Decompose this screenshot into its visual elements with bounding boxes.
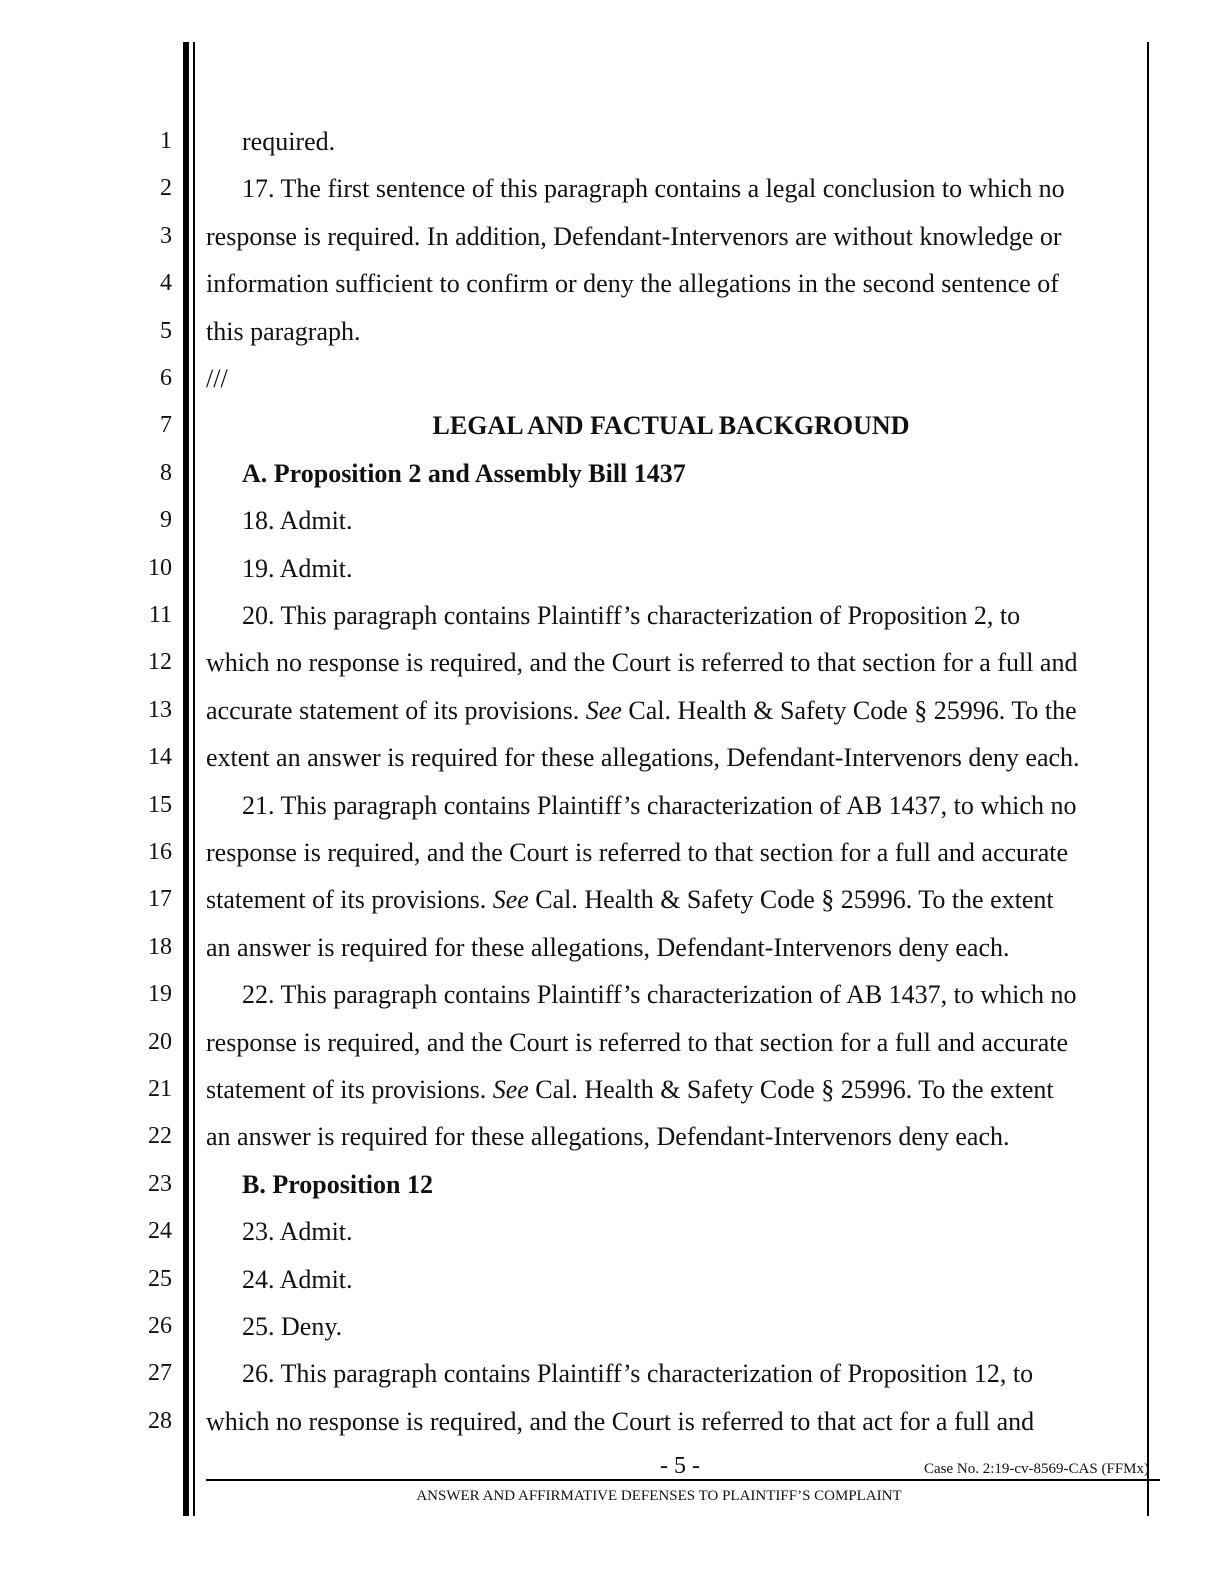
text-run: statement of its provisions.: [206, 1075, 493, 1104]
body-text: information sufficient to confirm or deny the allegations in the second sentence of: [206, 269, 1059, 299]
body-text: [206, 687, 1077, 734]
body-text: response is required, and the Court is referred to that section for a full and accurate: [206, 838, 1068, 867]
pleading-line: [0, 1398, 1224, 1445]
body-text: an answer is required for these allegations, Defendant-Intervenors deny each.: [206, 1122, 1010, 1152]
body-text: required.: [242, 127, 336, 156]
case-number: Case No. 2:19-cv-8569-CAS (FFMx): [924, 1461, 1149, 1477]
body-text: [206, 876, 1054, 923]
subsection-heading: B. Proposition 12: [242, 1169, 433, 1199]
text-run: Cal. Health & Safety Code § 25996. To the extent: [528, 885, 1054, 915]
line-number: 4: [160, 270, 172, 297]
pleading-line: [0, 545, 1224, 592]
line-number: 20: [148, 1028, 172, 1055]
pleading-line: [0, 1256, 1224, 1303]
pleading-line: [0, 497, 1224, 544]
text-run: Cal. Health & Safety Code § 25996. To the: [621, 695, 1077, 725]
line-number: 25: [148, 1265, 172, 1292]
line-number: 2: [160, 175, 172, 202]
body-text: extent an answer is required for these allegations, Defendant-Intervenors deny each.: [206, 743, 1080, 773]
pleading-line: [0, 829, 1224, 876]
pleading-line: [0, 308, 1224, 355]
pleading-line: [0, 1161, 1224, 1208]
line-number: 22: [148, 1123, 172, 1150]
citation-signal: See: [492, 885, 529, 915]
pleading-line: [0, 1066, 1224, 1113]
line-number: 17: [148, 886, 172, 913]
text-run: statement of its provisions.: [206, 885, 493, 915]
body-text: response is required. In addition, Defendant-Intervenors are without knowledge or: [206, 221, 1062, 251]
pleading-line: [0, 639, 1224, 686]
line-number: 19: [148, 981, 172, 1008]
body-text: 24. Admit.: [242, 1264, 353, 1294]
line-number: 28: [148, 1407, 172, 1434]
line-number: 24: [148, 1218, 172, 1245]
pleading-line: [0, 1019, 1224, 1066]
pleading-line: [0, 687, 1224, 734]
body-text: 23. Admit.: [242, 1217, 353, 1247]
line-number: 13: [148, 696, 172, 723]
body-text: response is required, and the Court is referred to that section for a full and accurate: [206, 1027, 1068, 1057]
citation-signal: See: [585, 695, 622, 725]
section-heading: LEGAL AND FACTUAL BACKGROUND: [432, 411, 910, 441]
pleading-line: [0, 1113, 1224, 1160]
line-number: 15: [148, 791, 172, 818]
line-number: 7: [160, 412, 172, 439]
body-text: 22. This paragraph contains Plaintiff’s characterization of AB 1437, to which no: [242, 980, 1077, 1010]
pleading-line: [0, 782, 1224, 829]
line-number: 5: [160, 317, 172, 344]
line-number: 16: [148, 839, 172, 865]
body-text: 20. This paragraph contains Plaintiff’s characterization of Proposition 2, to: [242, 601, 1021, 630]
pleading-line: [0, 402, 1224, 449]
citation-signal: See: [492, 1075, 529, 1104]
line-number: 27: [148, 1360, 172, 1387]
line-number: 10: [148, 554, 172, 581]
body-text: 19. Admit.: [242, 553, 353, 583]
line-number: 21: [148, 1076, 172, 1102]
body-text: which no response is required, and the Court is referred to that section for a full and: [206, 648, 1078, 678]
pleading-line: [0, 924, 1224, 971]
line-number: 23: [148, 1170, 172, 1197]
pleading-line: [0, 260, 1224, 307]
body-text: this paragraph.: [206, 316, 361, 346]
line-number: 8: [160, 459, 172, 486]
pleading-line: [0, 355, 1224, 402]
subsection-heading: A. Proposition 2 and Assembly Bill 1437: [242, 458, 686, 488]
pleading-line: [0, 213, 1224, 260]
pleading-line: [0, 1208, 1224, 1255]
pleading-line: [0, 592, 1224, 639]
continuation-marker: ///: [206, 364, 228, 393]
line-number: 14: [148, 744, 172, 771]
text-run: accurate statement of its provisions.: [206, 695, 586, 725]
body-text: [206, 1066, 1054, 1113]
line-number: 18: [148, 933, 172, 960]
footer-document-title: ANSWER AND AFFIRMATIVE DEFENSES TO PLAINTIFF’S COMPLAINT: [416, 1488, 902, 1504]
line-number: 6: [160, 365, 172, 391]
line-number: 12: [148, 649, 172, 676]
line-number: 1: [160, 128, 172, 154]
pleading-line: [0, 876, 1224, 923]
footer-rule: [206, 1479, 1160, 1481]
pleading-line: [0, 118, 1224, 165]
line-number: 9: [160, 507, 172, 534]
line-number: 26: [148, 1313, 172, 1339]
body-text: 25. Deny.: [242, 1312, 343, 1341]
pleading-line: [0, 1303, 1224, 1350]
line-number: 11: [148, 602, 172, 628]
body-text: which no response is required, and the Court is referred to that act for a full and: [206, 1406, 1035, 1436]
pleading-line: [0, 165, 1224, 212]
pleading-line: [0, 450, 1224, 497]
body-text: 21. This paragraph contains Plaintiff’s characterization of AB 1437, to which no: [242, 790, 1077, 820]
pleading-line: [0, 1350, 1224, 1397]
text-run: Cal. Health & Safety Code § 25996. To the extent: [528, 1075, 1054, 1104]
body-text: 17. The first sentence of this paragraph contains a legal conclusion to which no: [242, 174, 1065, 204]
body-text: an answer is required for these allegations, Defendant-Intervenors deny each.: [206, 932, 1010, 962]
page-number: - 5 -: [660, 1453, 700, 1479]
body-text: 18. Admit.: [242, 506, 353, 536]
body-text: 26. This paragraph contains Plaintiff’s characterization of Proposition 12, to: [242, 1359, 1034, 1389]
pleading-line: [0, 734, 1224, 781]
line-number: 3: [160, 222, 172, 249]
pleading-line: [0, 971, 1224, 1018]
